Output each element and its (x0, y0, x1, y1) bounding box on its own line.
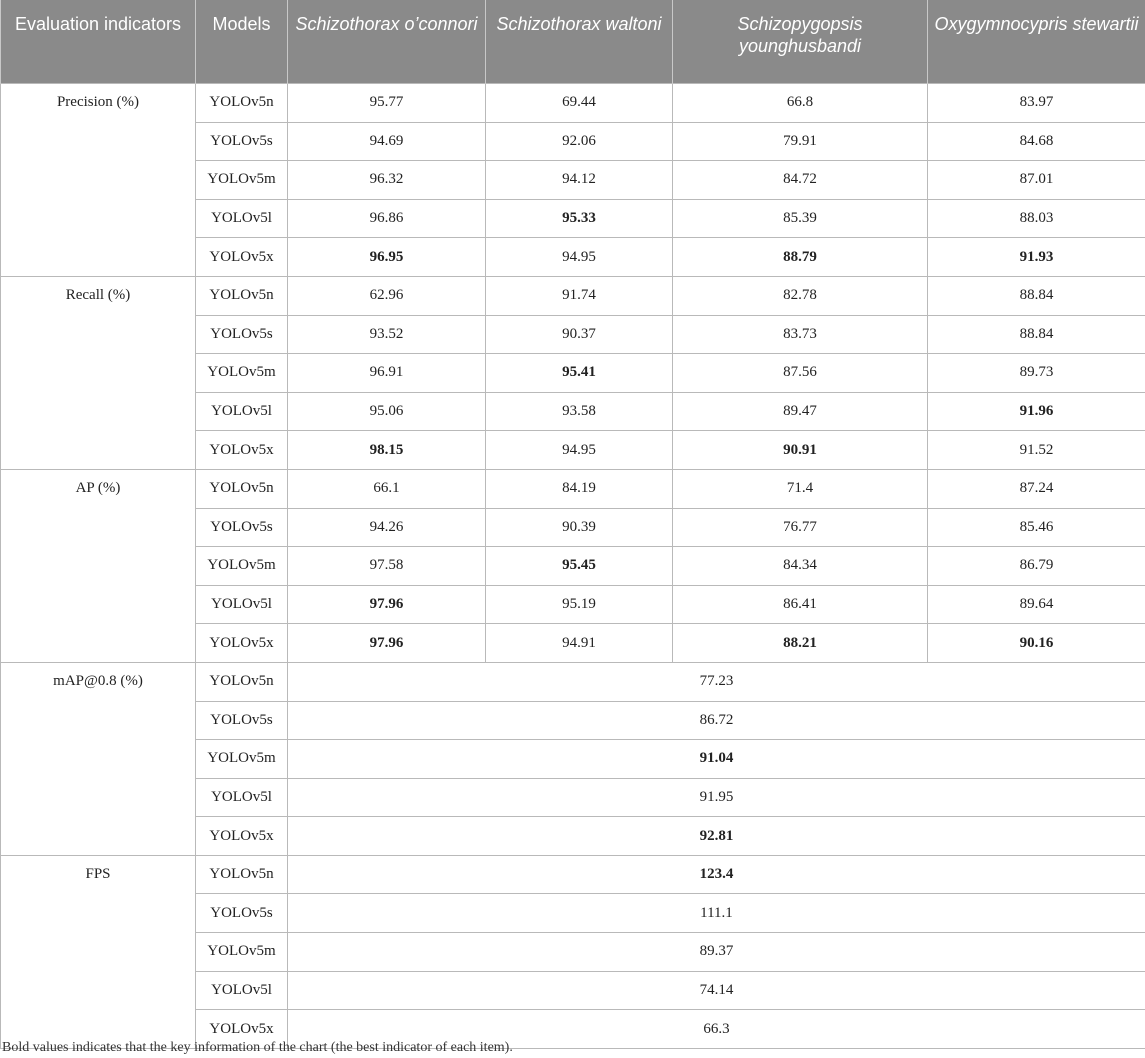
value-cell: 86.79 (928, 547, 1145, 586)
value-cell: 88.84 (928, 276, 1145, 315)
value-cell: 96.95 (288, 238, 486, 277)
value-cell: 98.15 (288, 431, 486, 470)
merged-value-cell: 91.95 (288, 778, 1145, 817)
indicator-cell: Precision (%) (1, 84, 196, 277)
value-cell: 96.32 (288, 161, 486, 200)
value-cell: 88.03 (928, 199, 1145, 238)
value-cell: 87.24 (928, 469, 1145, 508)
header-species-3: Schizopygopsis younghusbandi (673, 0, 928, 84)
model-cell: YOLOv5m (196, 933, 288, 972)
merged-value-cell: 77.23 (288, 662, 1145, 701)
indicator-cell: Recall (%) (1, 276, 196, 469)
value-cell: 94.12 (486, 161, 673, 200)
table-header (1, 0, 1145, 84)
value-cell: 90.91 (673, 431, 928, 470)
merged-value-cell: 91.04 (288, 740, 1145, 779)
value-cell: 88.21 (673, 624, 928, 663)
header-evaluation-indicators: Evaluation indicators (1, 0, 196, 84)
header-species-4: Oxygymnocypris stewartii (928, 0, 1145, 84)
value-cell: 85.39 (673, 199, 928, 238)
value-cell: 92.06 (486, 122, 673, 161)
model-cell: YOLOv5m (196, 354, 288, 393)
model-cell: YOLOv5s (196, 701, 288, 740)
value-cell: 94.26 (288, 508, 486, 547)
value-cell: 95.41 (486, 354, 673, 393)
value-cell: 84.72 (673, 161, 928, 200)
merged-value-cell: 123.4 (288, 855, 1145, 894)
value-cell: 87.01 (928, 161, 1145, 200)
model-cell: YOLOv5l (196, 778, 288, 817)
model-cell: YOLOv5n (196, 469, 288, 508)
merged-value-cell: 92.81 (288, 817, 1145, 856)
merged-value-cell: 111.1 (288, 894, 1145, 933)
table-row (1, 469, 1145, 508)
model-cell: YOLOv5s (196, 508, 288, 547)
value-cell: 97.96 (288, 624, 486, 663)
value-cell: 89.47 (673, 392, 928, 431)
value-cell: 96.86 (288, 199, 486, 238)
header-row (1, 0, 1145, 84)
value-cell: 97.96 (288, 585, 486, 624)
indicator-cell: mAP@0.8 (%) (1, 662, 196, 855)
model-cell: YOLOv5n (196, 84, 288, 123)
model-cell: YOLOv5m (196, 161, 288, 200)
merged-value-cell: 66.3 (288, 1010, 1145, 1049)
model-cell: YOLOv5l (196, 585, 288, 624)
indicator-cell: FPS (1, 855, 196, 1048)
value-cell: 84.34 (673, 547, 928, 586)
table-row (1, 84, 1145, 123)
value-cell: 95.06 (288, 392, 486, 431)
value-cell: 88.79 (673, 238, 928, 277)
value-cell: 89.73 (928, 354, 1145, 393)
value-cell: 84.68 (928, 122, 1145, 161)
value-cell: 93.52 (288, 315, 486, 354)
value-cell: 91.74 (486, 276, 673, 315)
value-cell: 89.64 (928, 585, 1145, 624)
value-cell: 66.8 (673, 84, 928, 123)
value-cell: 84.19 (486, 469, 673, 508)
value-cell: 95.33 (486, 199, 673, 238)
value-cell: 83.73 (673, 315, 928, 354)
value-cell: 91.52 (928, 431, 1145, 470)
value-cell: 94.69 (288, 122, 486, 161)
header-species-1: Schizothorax o’connori (288, 0, 486, 84)
model-cell: YOLOv5x (196, 431, 288, 470)
model-cell: YOLOv5l (196, 199, 288, 238)
value-cell: 76.77 (673, 508, 928, 547)
indicator-cell: AP (%) (1, 469, 196, 662)
value-cell: 79.91 (673, 122, 928, 161)
value-cell: 95.45 (486, 547, 673, 586)
value-cell: 91.96 (928, 392, 1145, 431)
value-cell: 94.91 (486, 624, 673, 663)
value-cell: 83.97 (928, 84, 1145, 123)
table-row (1, 855, 1145, 894)
value-cell: 69.44 (486, 84, 673, 123)
table-body (1, 84, 1145, 1049)
value-cell: 91.93 (928, 238, 1145, 277)
model-cell: YOLOv5x (196, 238, 288, 277)
table-row (1, 276, 1145, 315)
value-cell: 66.1 (288, 469, 486, 508)
model-cell: YOLOv5s (196, 894, 288, 933)
table-row (1, 662, 1145, 701)
merged-value-cell: 86.72 (288, 701, 1145, 740)
value-cell: 97.58 (288, 547, 486, 586)
value-cell: 94.95 (486, 431, 673, 470)
value-cell: 86.41 (673, 585, 928, 624)
value-cell: 94.95 (486, 238, 673, 277)
merged-value-cell: 89.37 (288, 933, 1145, 972)
value-cell: 62.96 (288, 276, 486, 315)
value-cell: 87.56 (673, 354, 928, 393)
model-cell: YOLOv5x (196, 817, 288, 856)
value-cell: 88.84 (928, 315, 1145, 354)
model-cell: YOLOv5n (196, 855, 288, 894)
model-cell: YOLOv5n (196, 662, 288, 701)
header-species-2: Schizothorax waltoni (486, 0, 673, 84)
merged-value-cell: 74.14 (288, 971, 1145, 1010)
model-cell: YOLOv5s (196, 122, 288, 161)
model-cell: YOLOv5x (196, 624, 288, 663)
model-cell: YOLOv5l (196, 971, 288, 1010)
model-cell: YOLOv5m (196, 740, 288, 779)
value-cell: 82.78 (673, 276, 928, 315)
model-cell: YOLOv5n (196, 276, 288, 315)
model-cell: YOLOv5x (196, 1010, 288, 1049)
value-cell: 71.4 (673, 469, 928, 508)
value-cell: 90.16 (928, 624, 1145, 663)
model-cell: YOLOv5m (196, 547, 288, 586)
value-cell: 95.19 (486, 585, 673, 624)
header-models: Models (196, 0, 288, 84)
model-cell: YOLOv5s (196, 315, 288, 354)
table-footnote: Bold values indicates that the key information of the chart (the best indicator of each item). (2, 1040, 513, 1055)
value-cell: 93.58 (486, 392, 673, 431)
value-cell: 90.39 (486, 508, 673, 547)
value-cell: 90.37 (486, 315, 673, 354)
value-cell: 96.91 (288, 354, 486, 393)
value-cell: 95.77 (288, 84, 486, 123)
value-cell: 85.46 (928, 508, 1145, 547)
model-cell: YOLOv5l (196, 392, 288, 431)
